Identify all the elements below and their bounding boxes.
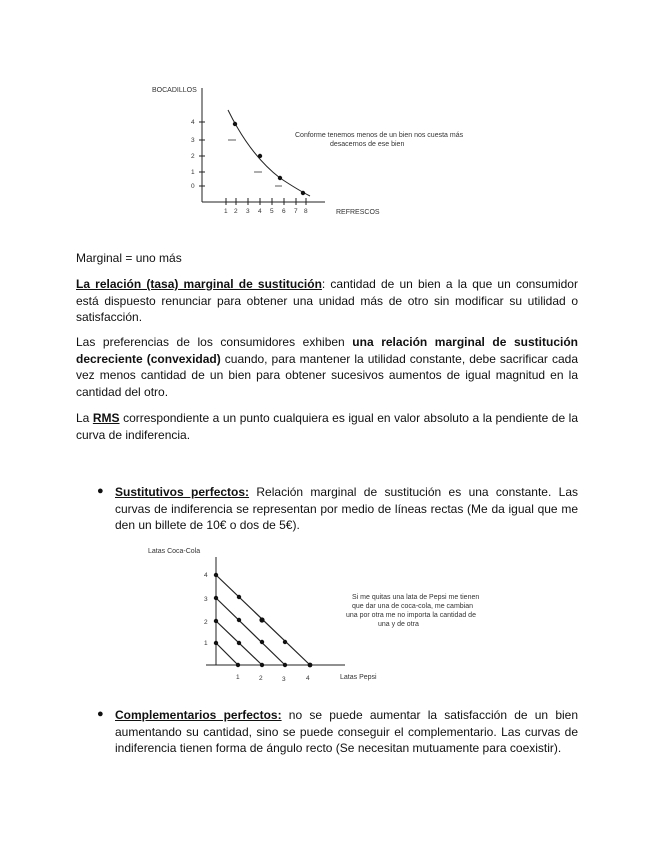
x-axis-label-2: Latas Pepsi xyxy=(340,674,377,681)
y-axis-label: BOCADILLOS xyxy=(152,87,197,94)
svg-text:1: 1 xyxy=(224,208,228,215)
convexity-rest: cuando, para mantener la utilidad constante, debe sacrificar cada vez menos cantidad de un bien para obtener sucesivos aumentos de igual magnitud en la cantidad del otro. xyxy=(76,351,578,399)
svg-text:2: 2 xyxy=(259,675,263,682)
y-axis-label-2: Latas Coca-Cola xyxy=(148,548,201,555)
x-axis-label: REFRESCOS xyxy=(336,209,380,216)
svg-text:1: 1 xyxy=(191,169,195,176)
x-ticks xyxy=(224,198,308,215)
annotation-line1: Conforme tenemos menos de un bien nos cuesta más xyxy=(295,132,464,139)
convexity-intro: Las preferencias de los consumidores exhiben xyxy=(76,335,353,349)
svg-text:1: 1 xyxy=(204,640,208,647)
curve-point-a xyxy=(233,122,237,126)
paragraph-rms-slope xyxy=(76,410,578,443)
svg-text:1: 1 xyxy=(236,674,240,681)
rms-slope-intro: La xyxy=(76,411,93,425)
perfect-substitutes-figure xyxy=(140,543,510,688)
term-rms-definition: La relación (tasa) marginal de sustitución xyxy=(76,277,322,291)
bullet-complementarios xyxy=(115,707,578,757)
term-sustitutivos: Sustitutivos perfectos: xyxy=(115,485,250,499)
marginal-line xyxy=(76,250,578,267)
annotation-line2: desacernos de ese bien xyxy=(330,141,405,148)
svg-text:3: 3 xyxy=(282,676,286,683)
paragraph-convexity xyxy=(76,334,578,400)
paragraph-rms-definition xyxy=(76,276,578,326)
curve-point-c xyxy=(278,176,282,180)
svg-text:2: 2 xyxy=(234,208,238,215)
bullet-2-dot: ● xyxy=(97,708,104,720)
svg-text:3: 3 xyxy=(204,596,208,603)
note-line-4: una y de otra xyxy=(378,621,419,628)
note-line-3: una por otra me no importa la cantidad de xyxy=(346,612,476,619)
rms-slope-rest: correspondiente a un punto cualquiera es igual en valor absoluto a la pendiente de la curva de indiferencia. xyxy=(76,411,578,442)
svg-text:3: 3 xyxy=(246,208,250,215)
y-ticks-2 xyxy=(204,572,208,647)
svg-text:4: 4 xyxy=(191,119,195,126)
svg-text:3: 3 xyxy=(191,137,195,144)
curve-point-d xyxy=(301,191,305,195)
bullet-1-dot: ● xyxy=(97,485,104,497)
term-rms: RMS xyxy=(92,411,120,425)
marginal-text: Marginal = uno más xyxy=(76,251,182,265)
note-line-2: que dar una de coca-cola, me cambian xyxy=(352,603,474,610)
svg-text:2: 2 xyxy=(191,153,195,160)
svg-text:6: 6 xyxy=(282,208,286,215)
svg-text:4: 4 xyxy=(204,572,208,579)
svg-text:4: 4 xyxy=(258,208,262,215)
indifference-curve-figure xyxy=(140,80,500,220)
svg-text:7: 7 xyxy=(294,208,298,215)
complementarios-text: no se puede aumentar la satisfacción de un bien aumentando su cantidad, sino se puede conseguir el complementario. Las curvas de indiferencia tienen forma de ángulo recto (Se necesitan mutuamente para coexistir). xyxy=(115,708,579,755)
note-line-1: Si me quitas una lata de Pepsi me tienen xyxy=(352,594,480,601)
svg-text:5: 5 xyxy=(270,208,274,215)
convexity-bold: una relación marginal de sustitución decreciente (convexidad) xyxy=(76,335,578,366)
term-complementarios: Complementarios perfectos: xyxy=(115,708,282,722)
svg-text:4: 4 xyxy=(306,675,310,682)
curve-point-b xyxy=(258,154,262,158)
svg-text:0: 0 xyxy=(191,183,195,190)
svg-text:8: 8 xyxy=(304,208,308,215)
indifference-curve xyxy=(228,110,310,196)
sustitutivos-text: Relación marginal de sustitución es una constante. Las curvas de indiferencia se representan por medio de líneas rectas (Me da igual que me den un billete de 10€ o dos de 5€). xyxy=(115,485,578,532)
rms-definition-text: : cantidad de un bien a la que un consumidor está dispuesto renunciar para obtener una unidad más de otro sin modificar su utilidad o satisfacción. xyxy=(76,277,578,324)
x-ticks-2 xyxy=(236,674,310,683)
y-ticks xyxy=(191,119,205,190)
svg-text:2: 2 xyxy=(204,619,208,626)
bullet-sustitutivos xyxy=(115,484,578,534)
